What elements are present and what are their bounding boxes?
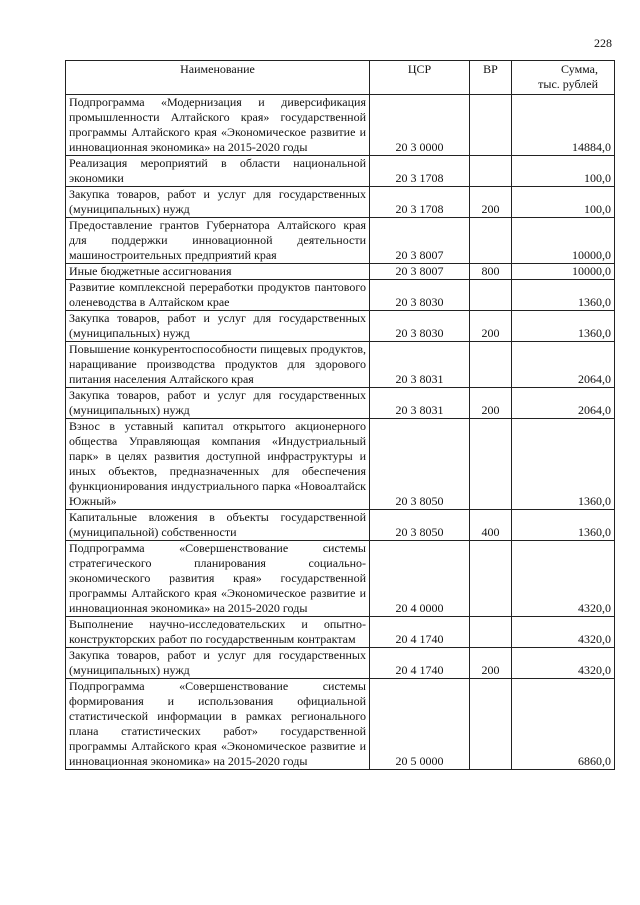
table-row (66, 419, 615, 510)
csr-cell: 20 3 8007 (370, 264, 470, 280)
name-cell: Подпрограмма «Совершенствование системы стратегического планирования социально-экономического развития края» государственной программы Алтайского края «Экономическое развитие и инновационная экономика» на 2015-2020 годы (66, 541, 370, 617)
csr-cell: 20 5 0000 (370, 679, 470, 770)
name-cell: Иные бюджетные ассигнования (66, 264, 370, 280)
sum-cell: 2064,0 (512, 388, 615, 419)
table-row (66, 342, 615, 388)
name-cell: Реализация мероприятий в области национальной экономики (66, 156, 370, 187)
table-row (66, 280, 615, 311)
vr-cell (470, 280, 512, 311)
table-row (66, 679, 615, 770)
vr-cell: 200 (470, 187, 512, 218)
table-row (66, 156, 615, 187)
header-sum (512, 61, 615, 95)
table-row (66, 541, 615, 617)
name-cell: Подпрограмма «Модернизация и диверсификация промышленности Алтайского края» государственной программы Алтайского края «Экономическое развитие и инновационная экономика» на 2015-2020 годы (66, 95, 370, 156)
sum-cell: 100,0 (512, 156, 615, 187)
name-cell: Взнос в уставный капитал открытого акционерного общества Управляющая компания «Индустриальный парк» в целях развития доступной инфраструктуры и иных объектов, предназначенных для обеспечения функционирования индустриального парка «Новоалтайск Южный» (66, 419, 370, 510)
name-cell: Подпрограмма «Совершенствование системы формирования и использования официальной статистической информации в рамках регионального плана статистических работ» государственной программы Алтайского края «Экономическое развитие и инновационная экономика» на 2015-2020 годы (66, 679, 370, 770)
csr-cell: 20 3 8050 (370, 419, 470, 510)
vr-cell (470, 419, 512, 510)
vr-cell: 800 (470, 264, 512, 280)
sum-cell: 1360,0 (512, 419, 615, 510)
csr-cell: 20 3 8031 (370, 342, 470, 388)
sum-cell: 10000,0 (512, 218, 615, 264)
csr-cell: 20 3 0000 (370, 95, 470, 156)
sum-cell: 1360,0 (512, 311, 615, 342)
name-cell: Закупка товаров, работ и услуг для государственных (муниципальных) нужд (66, 187, 370, 218)
csr-cell: 20 3 1708 (370, 187, 470, 218)
csr-cell: 20 3 8030 (370, 280, 470, 311)
header-csr: ЦСР (370, 61, 470, 95)
name-cell: Выполнение научно-исследовательских и опытно-конструкторских работ по государственным контрактам (66, 617, 370, 648)
sum-cell: 10000,0 (512, 264, 615, 280)
table-row (66, 187, 615, 218)
csr-cell: 20 3 8050 (370, 510, 470, 541)
sum-cell: 100,0 (512, 187, 615, 218)
vr-cell (470, 617, 512, 648)
name-cell: Закупка товаров, работ и услуг для государственных (муниципальных) нужд (66, 311, 370, 342)
sum-cell: 2064,0 (512, 342, 615, 388)
budget-table (65, 60, 615, 770)
table-row (66, 617, 615, 648)
vr-cell (470, 541, 512, 617)
name-cell: Закупка товаров, работ и услуг для государственных (муниципальных) нужд (66, 388, 370, 419)
vr-cell (470, 218, 512, 264)
vr-cell: 200 (470, 388, 512, 419)
name-cell: Предоставление грантов Губернатора Алтайского края для поддержки инновационной деятельности машиностроительных предприятий края (66, 218, 370, 264)
name-cell: Капитальные вложения в объекты государственной (муниципальной) собственности (66, 510, 370, 541)
table-row (66, 264, 615, 280)
header-sum-line1: Сумма, (561, 62, 598, 76)
sum-cell: 14884,0 (512, 95, 615, 156)
vr-cell (470, 95, 512, 156)
vr-cell (470, 156, 512, 187)
table-row (66, 648, 615, 679)
sum-cell: 4320,0 (512, 648, 615, 679)
csr-cell: 20 3 8031 (370, 388, 470, 419)
table-row (66, 311, 615, 342)
csr-cell: 20 4 0000 (370, 541, 470, 617)
vr-cell: 400 (470, 510, 512, 541)
csr-cell: 20 3 8030 (370, 311, 470, 342)
table-row (66, 218, 615, 264)
sum-cell: 4320,0 (512, 541, 615, 617)
csr-cell: 20 3 1708 (370, 156, 470, 187)
header-name: Наименование (66, 61, 370, 95)
name-cell: Развитие комплексной переработки продуктов пантового оленеводства в Алтайском крае (66, 280, 370, 311)
csr-cell: 20 4 1740 (370, 617, 470, 648)
vr-cell: 200 (470, 648, 512, 679)
sum-cell: 6860,0 (512, 679, 615, 770)
header-sum-line2: тыс. рублей (538, 77, 598, 91)
sum-cell: 1360,0 (512, 280, 615, 311)
table-row (66, 95, 615, 156)
csr-cell: 20 3 8007 (370, 218, 470, 264)
header-vr: ВР (470, 61, 512, 95)
sum-cell: 1360,0 (512, 510, 615, 541)
page-number: 228 (594, 36, 612, 50)
vr-cell (470, 679, 512, 770)
name-cell: Повышение конкурентоспособности пищевых продуктов, наращивание производства продуктов для здорового питания населения Алтайского края (66, 342, 370, 388)
csr-cell: 20 4 1740 (370, 648, 470, 679)
vr-cell: 200 (470, 311, 512, 342)
table-header-row (66, 61, 615, 95)
sum-cell: 4320,0 (512, 617, 615, 648)
vr-cell (470, 342, 512, 388)
table-row (66, 510, 615, 541)
table-row (66, 388, 615, 419)
name-cell: Закупка товаров, работ и услуг для государственных (муниципальных) нужд (66, 648, 370, 679)
